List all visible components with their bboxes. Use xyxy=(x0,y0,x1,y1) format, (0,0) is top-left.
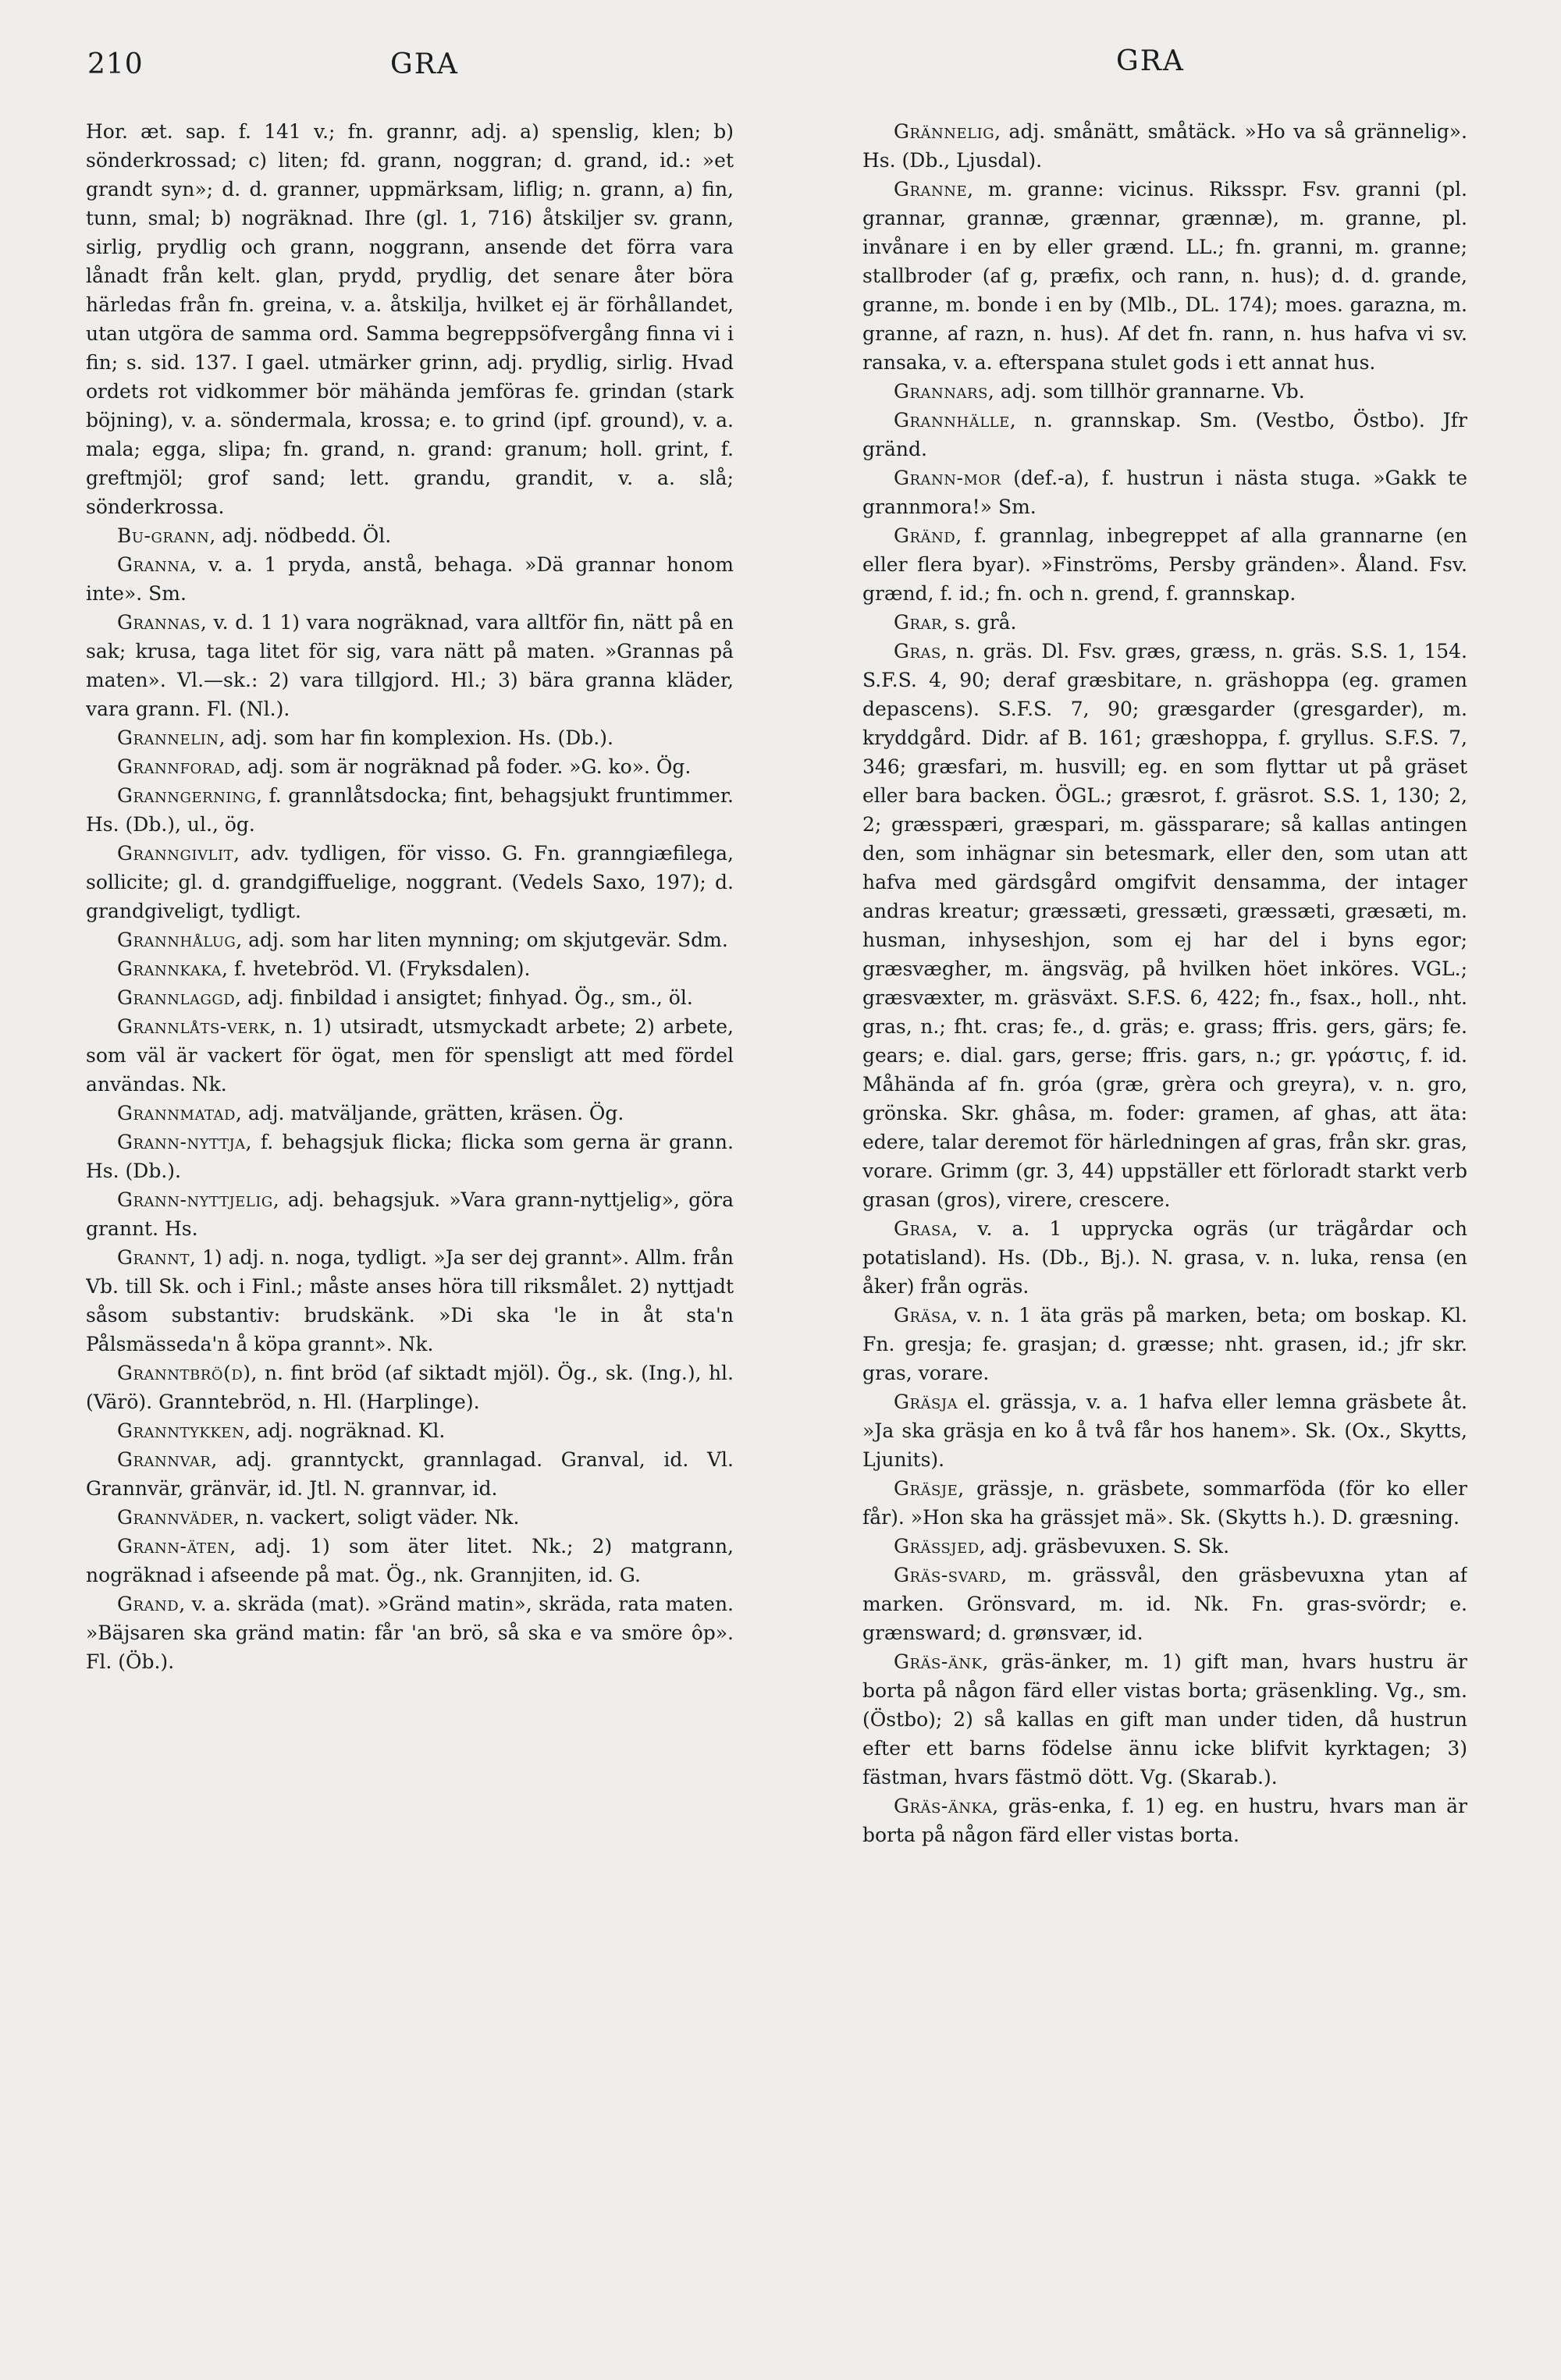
entry-headword: Gräsa xyxy=(894,1304,952,1327)
entry-text: Hor. æt. sap. f. 141 v.; fn. grannr, adj. a) spenslig, klen; b) sönderkrossad; c) liten; fd. grann, noggran; d. grand, id.: »et grandt syn»; d. d. granner, uppmärksam, liflig; n. grann, a) fin, tunn, smal; b) nogräknad. Ihre (gl. 1, 716) åtskiljer sv. grann, sirlig, prydlig och grann, noggrann, ansende det förra vara lånadt från kelt. glan, prydd, prydlig, det senare åter böra härledas från fn. greina, v. a. åtskilja, hvilket ej är förhållandet, utan utgöra de samma ord. Samma begreppsöfvergång finna vi i fin; s. sid. 137. I gael. utmärker grinn, adj. prydlig, sirlig. Hvad ordets rot vidkommer bör mähända jemföras fe. grindan (stark böjning), v. a. söndermala, krossa; e. to grind (ipf. ground), v. a. mala; egga, slipa; fn. grand, n. grand: granum; holl. grint, f. greftmjöl; grof sand; lett. grandu, grandit, v. a. slå; sönderkrossa. xyxy=(86,120,734,518)
entry-text: , adj. behagsjuk. »Vara grann-nyttjelig», göra grannt. Hs. xyxy=(86,1188,734,1240)
entry-headword: Granngivlit xyxy=(117,842,234,865)
running-head-left: GRA xyxy=(390,48,459,80)
dictionary-entry xyxy=(86,1503,734,1532)
entry-headword: Grann-äten xyxy=(117,1535,230,1558)
entry-text: , v. n. 1 äta gräs på marken, beta; om boskap. Kl. Fn. gresja; fe. grasjan; d. græsse; nht. grasen, id.; jfr skr. gras, vorare. xyxy=(862,1304,1467,1384)
entry-headword: Gras xyxy=(894,640,941,662)
dictionary-entry xyxy=(862,1532,1467,1561)
dictionary-entry xyxy=(862,608,1467,637)
entry-text: , n. gräs. Dl. Fsv. græs, græss, n. gräs. S.S. 1, 154. S.F.S. 4, 90; deraf græsbitare, n. gräshoppa (eg. gramen depascens). S.F.S. 7, 90; græsgarder (gresgarder), m. kryddgård. Didr. af B. 161; græshoppa, f. gryllus. S.F.S. 7, 346; græsfari, m. husvill; eg. en som flyttar ut på gräset eller bara backen. ÖGL.; græsrot, f. gräsrot. S.S. 1, 130; 2, 2; græsspæri, græspari, m. gässparare; så kallas antingen den, som inhägnar sin betesmark, eller den, som utan att hafva med gärdsgård omgifvit densamma, der intager andras kreatur; græssæti, gressæti, græssæti, græsæti, m. husman, inhyseshjon, som ej har del i byns egor; græsvægher, m. ängsväg, på hvilken höet inköres. VGL.; græsvæxter, m. gräsväxt. S.F.S. 6, 422; fn., fsax., holl., nht. gras, n.; fht. cras; fe., d. gräs; e. grass; ffris. gers, gärs; fe. gears; e. dial. gars, gerse; ffris. gars, n.; gr. γράστις, f. id. Måhända af fn. gróa (græ, grèra och greyra), v. n. gro, grönska. Skr. ghâsa, m. foder: gramen, af ghas, att äta: edere, talar deremot för härledningen af gras, från skr. gras, vorare. Grimm (gr. 3, 44) uppställer ett förloradt starkt verb grasan (gros), virere, crescere. xyxy=(862,640,1467,1211)
entry-headword: Grässjed xyxy=(894,1535,980,1558)
dictionary-entry xyxy=(86,1185,734,1243)
entry-headword: Granntbrö(d) xyxy=(117,1362,251,1384)
dictionary-entry xyxy=(86,1359,734,1416)
dictionary-entry xyxy=(86,839,734,925)
entry-text: , adj. finbildad i ansigtet; finhyad. Ög., sm., öl. xyxy=(235,986,693,1009)
dictionary-entry xyxy=(86,1590,734,1676)
entry-text: , n. vackert, soligt väder. Nk. xyxy=(233,1506,520,1529)
entry-headword: Gräs-änka xyxy=(894,1795,993,1817)
dictionary-entry xyxy=(862,1792,1467,1849)
entry-text: , v. d. 1 1) vara nogräknad, vara alltför fin, nätt på en sak; krusa, taga litet för sig, vara nätt på maten. »Grannas på maten». Vl.—sk.: 2) vara tillgjord. Hl.; 3) bära granna kläder, vara grann. Fl. (Nl.). xyxy=(86,611,734,720)
entry-text: , adj. nogräknad. Kl. xyxy=(244,1419,446,1442)
entry-text: , adj. matväljande, grätten, kräsen. Ög. xyxy=(235,1102,624,1124)
dictionary-entry xyxy=(862,406,1467,464)
dictionary-entry xyxy=(86,925,734,954)
dictionary-entry xyxy=(862,1214,1467,1301)
entry-headword: Granngerning xyxy=(117,784,257,807)
left-column xyxy=(86,117,734,2349)
entry-headword: Grar xyxy=(894,611,943,634)
entry-text: , adj. 1) som äter litet. Nk.; 2) matgrann, nogräknad i afseende på mat. Ög., nk. Grannjiten, id. G. xyxy=(86,1535,734,1586)
dictionary-entry xyxy=(86,117,734,521)
entry-text: , s. grå. xyxy=(942,611,1017,634)
entry-headword: Grannlåts-verk xyxy=(117,1015,270,1038)
dictionary-entry xyxy=(86,1445,734,1503)
entry-text: , adj. som är nogräknad på foder. »G. ko». Ög. xyxy=(235,755,692,778)
dictionary-entry xyxy=(86,1243,734,1359)
entry-headword: Gräs-änk xyxy=(894,1650,983,1673)
dictionary-entry xyxy=(862,521,1467,608)
entry-headword: Grannlaggd xyxy=(117,986,236,1009)
entry-text: el. grässja, v. a. 1 hafva eller lemna gräsbete åt. »Ja ska gräsja en ko å två får hos hanem». Sk. (Ox., Skytts, Ljunits). xyxy=(862,1391,1467,1471)
entry-headword: Granne xyxy=(894,178,968,201)
entry-headword: Grannt xyxy=(117,1246,190,1269)
running-head-right: GRA xyxy=(1116,45,1185,77)
page-number: 210 xyxy=(87,48,144,80)
entry-headword: Gräsje xyxy=(894,1477,958,1500)
dictionary-entry xyxy=(86,723,734,752)
entry-headword: Gräsja xyxy=(894,1391,958,1413)
dictionary-entry xyxy=(862,464,1467,521)
entry-text: , n. fint bröd (af siktadt mjöl). Ög., sk. (Ing.), hl. (Värö). Granntebröd, n. Hl. (Harplinge). xyxy=(86,1362,734,1413)
entry-headword: Grann-nyttja xyxy=(117,1131,246,1153)
right-column xyxy=(862,117,1467,2349)
entry-headword: Grannhålug xyxy=(117,929,236,951)
entry-headword: Grann-nyttjelig xyxy=(117,1188,273,1211)
dictionary-entry xyxy=(862,637,1467,1214)
dictionary-entry xyxy=(86,608,734,723)
entry-headword: Granna xyxy=(117,553,191,576)
entry-headword: Grannväder xyxy=(117,1506,233,1529)
entry-text: , adj. granntyckt, grannlagad. Granval, id. Vl. Grannvär, gränvär, id. Jtl. N. grannvar, id. xyxy=(86,1448,734,1500)
entry-headword: Grannas xyxy=(117,611,201,634)
entry-headword: Grand xyxy=(117,1593,180,1615)
dictionary-entry xyxy=(86,1416,734,1445)
dictionary-entry xyxy=(86,1128,734,1185)
entry-text: , f. hvetebröd. Vl. (Fryksdalen). xyxy=(221,957,531,980)
entry-text: , adj. gräsbevuxen. S. Sk. xyxy=(979,1535,1230,1558)
dictionary-entry xyxy=(86,983,734,1012)
dictionary-entry xyxy=(862,1474,1467,1532)
entry-text: , adj. som tillhör grannarne. Vb. xyxy=(987,380,1305,403)
entry-text: (def.-a), f. hustrun i nästa stuga. »Gakk te grannmora!» Sm. xyxy=(862,467,1467,518)
entry-text: , m. granne: vicinus. Riksspr. Fsv. granni (pl. grannar, grannæ, grænnar, grænnæ), m. granne, pl. invånare i en by eller grænd. LL.; fn. granni, m. granne; stallbroder (af g, præfix, och rann, n. hus); d. d. grande, granne, m. bonde i en by (Mlb., DL. 174); moes. garazna, m. granne, af razn, n. hus). Af det fn. rann, n. hus hafva vi sv. ransaka, v. a. efterspana stulet gods i ett annat hus. xyxy=(862,178,1467,374)
entry-text: , adv. tydligen, för visso. G. Fn. granngiæfilega, sollicite; gl. d. grandgiffuelige, noggrant. (Vedels Saxo, 197); d. grandgiveligt, tydligt. xyxy=(86,842,734,922)
entry-text: , v. a. 1 pryda, anstå, behaga. »Dä grannar honom inte». Sm. xyxy=(86,553,734,605)
entry-text: , 1) adj. n. noga, tydligt. »Ja ser dej grannt». Allm. från Vb. till Sk. och i Finl.; måste anses höra till riksmålet. 2) nyttjadt såsom substantiv: brudskänk. »Di ska 'le in åt sta'n Pålsmässeda'n å köpa grannt». Nk. xyxy=(86,1246,734,1355)
entry-text: , m. grässvål, den gräsbevuxna ytan af marken. Grönsvard, m. id. Nk. Fn. gras-svördr; e. grænsward; d. grønsvær, id. xyxy=(862,1564,1467,1644)
entry-headword: Grannars xyxy=(894,380,988,403)
entry-headword: Grannmatad xyxy=(117,1102,236,1124)
entry-text: , adj. som har liten mynning; om skjutgevär. Sdm. xyxy=(236,929,728,951)
dictionary-entry xyxy=(862,1387,1467,1474)
dictionary-entry xyxy=(86,752,734,781)
entry-text: , n. 1) utsiradt, utsmyckadt arbete; 2) arbete, som väl är vackert för ögat, men för spensligt att med fördel användas. Nk. xyxy=(86,1015,734,1096)
entry-headword: Grasa xyxy=(894,1217,952,1240)
entry-text: , gräs-enka, f. 1) eg. en hustru, hvars man är borta på någon färd eller vistas borta. xyxy=(862,1795,1467,1846)
dictionary-entry xyxy=(862,117,1467,175)
entry-headword: Grannforad xyxy=(117,755,236,778)
entry-text: , f. grannlåtsdocka; fint, behagsjukt fruntimmer. Hs. (Db.), ul., ög. xyxy=(86,784,734,836)
dictionary-entry xyxy=(862,1301,1467,1387)
dictionary-entry xyxy=(862,1561,1467,1647)
entry-text: , n. grannskap. Sm. (Vestbo, Östbo). Jfr gränd. xyxy=(862,409,1467,460)
entry-text: , f. grannlag, inbegreppet af alla grannarne (en eller flera byar). »Finströms, Persby gränden». Åland. Fsv. grænd, f. id.; fn. och n. grend, f. grannskap. xyxy=(862,524,1467,605)
entry-headword: Gräs-svard xyxy=(894,1564,1001,1586)
dictionary-entry xyxy=(86,521,734,550)
entry-headword: Granntykken xyxy=(117,1419,245,1442)
entry-text: , f. behagsjuk flicka; flicka som gerna är grann. Hs. (Db.). xyxy=(86,1131,734,1182)
entry-text: , gräs-änker, m. 1) gift man, hvars hustru är borta på någon färd eller vistas borta; gräsenkling. Vg., sm. (Östbo); 2) så kallas en gift man under tiden, då hustrun efter ett barns födelse ännu icke blifvit kyrktagen; 3) fästman, hvars fästmö dött. Vg. (Skarab.). xyxy=(862,1650,1467,1789)
entry-headword: Grannvar xyxy=(117,1448,212,1471)
dictionary-entry xyxy=(86,781,734,839)
entry-text: , adj. smånätt, småtäck. »Ho va så grännelig». Hs. (Db., Ljusdal). xyxy=(862,120,1467,172)
page-header xyxy=(0,0,1561,101)
entry-text: , adj. som har fin komplexion. Hs. (Db.). xyxy=(219,726,613,749)
entry-headword: Gränd xyxy=(894,524,956,547)
entry-headword: Bu-grann xyxy=(117,524,210,547)
dictionary-entry xyxy=(86,954,734,983)
dictionary-entry xyxy=(86,1012,734,1099)
entry-headword: Grann-mor xyxy=(894,467,1001,489)
entry-text: , adj. nödbedd. Öl. xyxy=(209,524,392,547)
dictionary-entry xyxy=(86,1099,734,1128)
dictionary-entry xyxy=(86,550,734,608)
dictionary-entry xyxy=(862,1647,1467,1792)
entry-text: , v. a. skräda (mat). »Gränd matin», skräda, rata maten. »Bäjsaren ska gränd matin: får 'an brö, så ska e va smöre ôp». Fl. (Öb.). xyxy=(86,1593,734,1673)
entry-headword: Grannhälle xyxy=(894,409,1010,432)
dictionary-entry xyxy=(862,377,1467,406)
entry-headword: Grännelig xyxy=(894,120,995,143)
entry-text: , grässje, n. gräsbete, sommarföda (för ko eller får). »Hon ska ha grässjet mä». Sk. (Skytts h.). D. græsning. xyxy=(862,1477,1467,1529)
dictionary-entry xyxy=(862,175,1467,377)
entry-headword: Grannelin xyxy=(117,726,219,749)
entry-headword: Grannkaka xyxy=(117,957,222,980)
entry-text: , v. a. 1 upprycka ogräs (ur trägårdar och potatisland). Hs. (Db., Bj.). N. grasa, v. n. luka, rensa (en åker) från ogräs. xyxy=(862,1217,1467,1298)
dictionary-entry xyxy=(86,1532,734,1590)
